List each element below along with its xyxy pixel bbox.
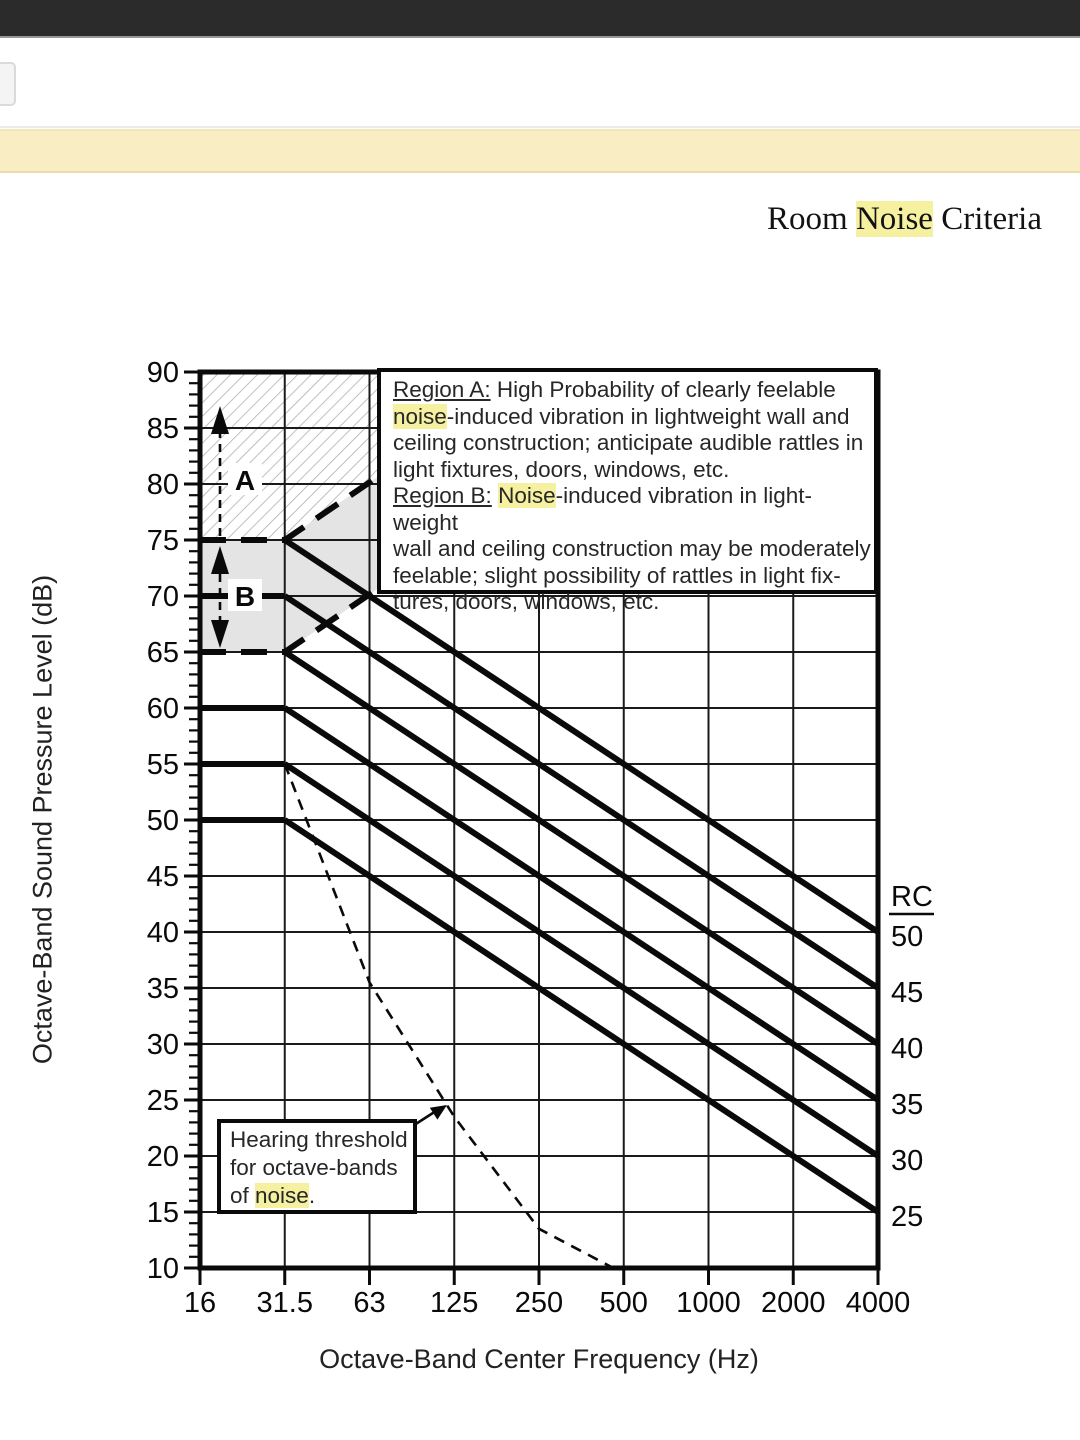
y-tick-label: 60 <box>146 693 179 725</box>
x-tick-label: 500 <box>599 1287 648 1319</box>
rc-value-label: 45 <box>891 977 924 1009</box>
title-text-suffix: Criteria <box>932 201 1042 237</box>
y-tick-label: 45 <box>146 861 179 893</box>
y-tick-label: 55 <box>146 749 179 781</box>
text-line: of noise. <box>230 1183 316 1208</box>
rc-curve-45 <box>285 596 878 988</box>
text-line: for octave-bands <box>230 1155 398 1180</box>
regions <box>200 372 377 652</box>
hearing-threshold-box <box>217 1119 417 1214</box>
rc-value-label: 30 <box>891 1145 924 1177</box>
y-tick-label: 10 <box>146 1253 179 1285</box>
y-tick-label: 15 <box>146 1197 179 1229</box>
x-tick-label: 16 <box>183 1287 217 1319</box>
x-tick-label: 2000 <box>760 1287 826 1319</box>
y-tick-label: 40 <box>146 917 179 949</box>
y-tick-label: 50 <box>146 805 179 837</box>
region-description-box <box>377 368 878 614</box>
text-line: tures, doors, windows, etc. <box>393 589 660 614</box>
y-tick-label: 30 <box>146 1029 179 1061</box>
text-line: Hearing threshold <box>230 1127 408 1152</box>
rc-value-label: 50 <box>891 921 924 953</box>
x-tick-label: 31.5 <box>256 1287 313 1319</box>
rc-curve-35 <box>285 708 878 1100</box>
page-title <box>767 201 1042 238</box>
text-line: noise-induced vibration in lightweight wall and <box>393 403 850 429</box>
y-tick-label: 90 <box>146 357 179 389</box>
y-tick-label: 85 <box>146 413 179 445</box>
text-line: feelable; slight possibility of rattles in light fix- <box>393 562 841 588</box>
rc-value-label: 40 <box>891 1033 924 1065</box>
y-tick-label: 25 <box>146 1085 179 1117</box>
rc-value-label: 25 <box>891 1201 924 1233</box>
text-line: Region B: Noise-induced vibration in light-weight <box>393 483 812 535</box>
y-tick-label: 65 <box>146 637 179 669</box>
x-tick-label: 63 <box>353 1287 386 1319</box>
y-tick-label: 35 <box>146 973 179 1005</box>
region-b-letter: B <box>234 581 256 612</box>
y-tick-label: 75 <box>146 525 179 557</box>
y-tick-label: 20 <box>146 1141 179 1173</box>
rc-column-header: RC <box>891 881 933 913</box>
text-line: ceiling construction; anticipate audible rattles in <box>393 430 864 455</box>
rc-label-column <box>889 881 934 1233</box>
text-line: Region A: High Probability of clearly feelable <box>393 377 836 402</box>
x-axis-label: Octave-Band Center Frequency (Hz) <box>319 1344 759 1374</box>
y-axis-label: Octave-Band Sound Pressure Level (dB) <box>27 574 58 1065</box>
title-text-prefix: Room <box>767 201 856 237</box>
title-highlighted-term: Noise <box>855 201 933 237</box>
region-a-letter: A <box>234 465 256 496</box>
x-tick-label: 125 <box>430 1287 479 1319</box>
text-line: light fixtures, doors, windows, etc. <box>393 456 730 482</box>
y-tick-label: 80 <box>146 469 179 501</box>
x-tick-label: 250 <box>514 1287 564 1319</box>
x-tick-label: 4000 <box>845 1287 911 1319</box>
rc-curve-40 <box>285 652 878 1044</box>
rc-value-label: 35 <box>891 1089 924 1121</box>
y-tick-label: 70 <box>146 581 179 613</box>
rc-curve-30 <box>285 764 878 1156</box>
text-line: wall and ceiling construction may be moderately <box>393 536 871 561</box>
x-tick-label: 1000 <box>676 1287 741 1319</box>
